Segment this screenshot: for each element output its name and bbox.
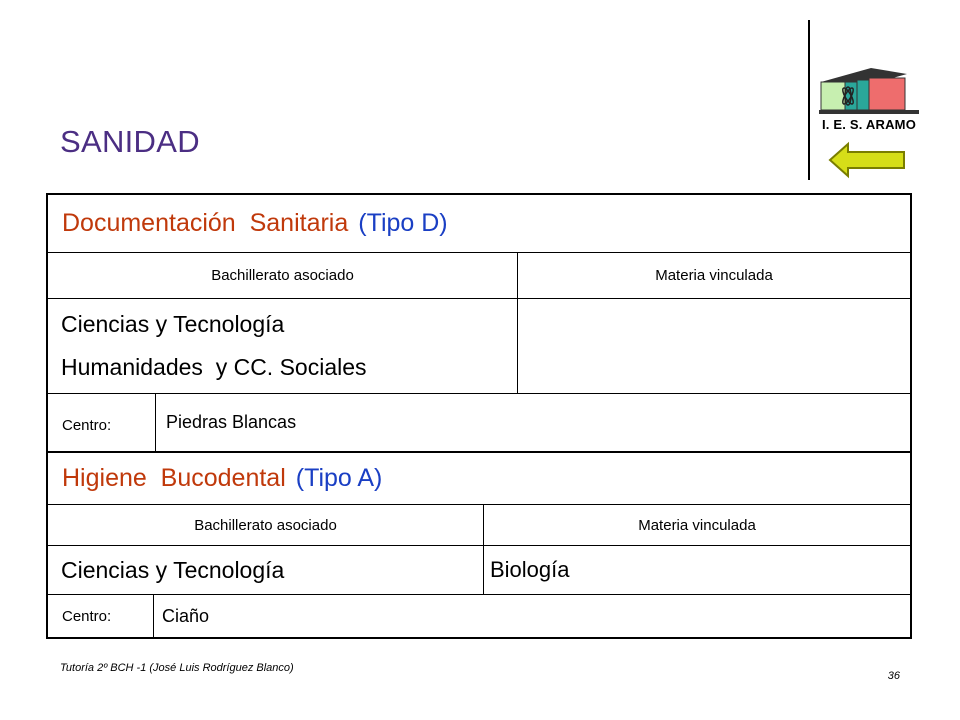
col-header-materia: Materia vinculada xyxy=(655,267,773,284)
materia-cell: Biología xyxy=(490,557,570,582)
logo-caption: I. E. S. ARAMO xyxy=(821,117,917,132)
column-header-row xyxy=(48,253,910,299)
centro-row xyxy=(48,394,910,451)
col-header-bachillerato: Bachillerato asociado xyxy=(48,505,484,545)
program-type: (Tipo A) xyxy=(295,464,383,492)
bachillerato-cell xyxy=(48,546,484,594)
program-name: Documentación Sanitaria xyxy=(62,209,349,237)
centro-row xyxy=(48,595,910,637)
bachillerato-cell xyxy=(48,299,518,393)
centro-value: Piedras Blancas xyxy=(166,412,297,432)
program-heading xyxy=(48,453,910,504)
col-header-materia: Materia vinculada xyxy=(638,516,756,534)
bachillerato-item: Ciencias y Tecnología xyxy=(61,556,285,583)
program-type: (Tipo D) xyxy=(358,209,448,237)
program-heading xyxy=(48,195,910,252)
table-row xyxy=(48,299,910,394)
program-table-documentacion xyxy=(46,193,912,453)
col-header-bachillerato: Bachillerato asociado xyxy=(48,253,518,298)
slide-title: SANIDAD xyxy=(60,124,200,159)
centro-value: Ciaño xyxy=(162,605,210,626)
program-table-higiene xyxy=(46,451,912,639)
program-heading-row xyxy=(48,453,910,505)
materia-cell xyxy=(518,299,910,393)
bachillerato-item: Ciencias y Tecnología xyxy=(61,311,285,337)
centro-label: Centro: xyxy=(48,394,156,451)
program-name: Higiene Bucodental xyxy=(62,464,286,492)
footer-author: Tutoría 2º BCH -1 (José Luis Rodríguez Blanco) xyxy=(60,662,294,674)
back-arrow-icon[interactable] xyxy=(828,140,908,180)
table-row xyxy=(48,546,910,595)
page-number: 36 xyxy=(887,670,900,682)
centro-label: Centro: xyxy=(48,595,154,637)
vertical-divider xyxy=(808,20,810,180)
column-header-row xyxy=(48,505,910,546)
program-heading-row xyxy=(48,195,910,253)
bachillerato-item: Humanidades y CC. Sociales xyxy=(61,354,367,380)
